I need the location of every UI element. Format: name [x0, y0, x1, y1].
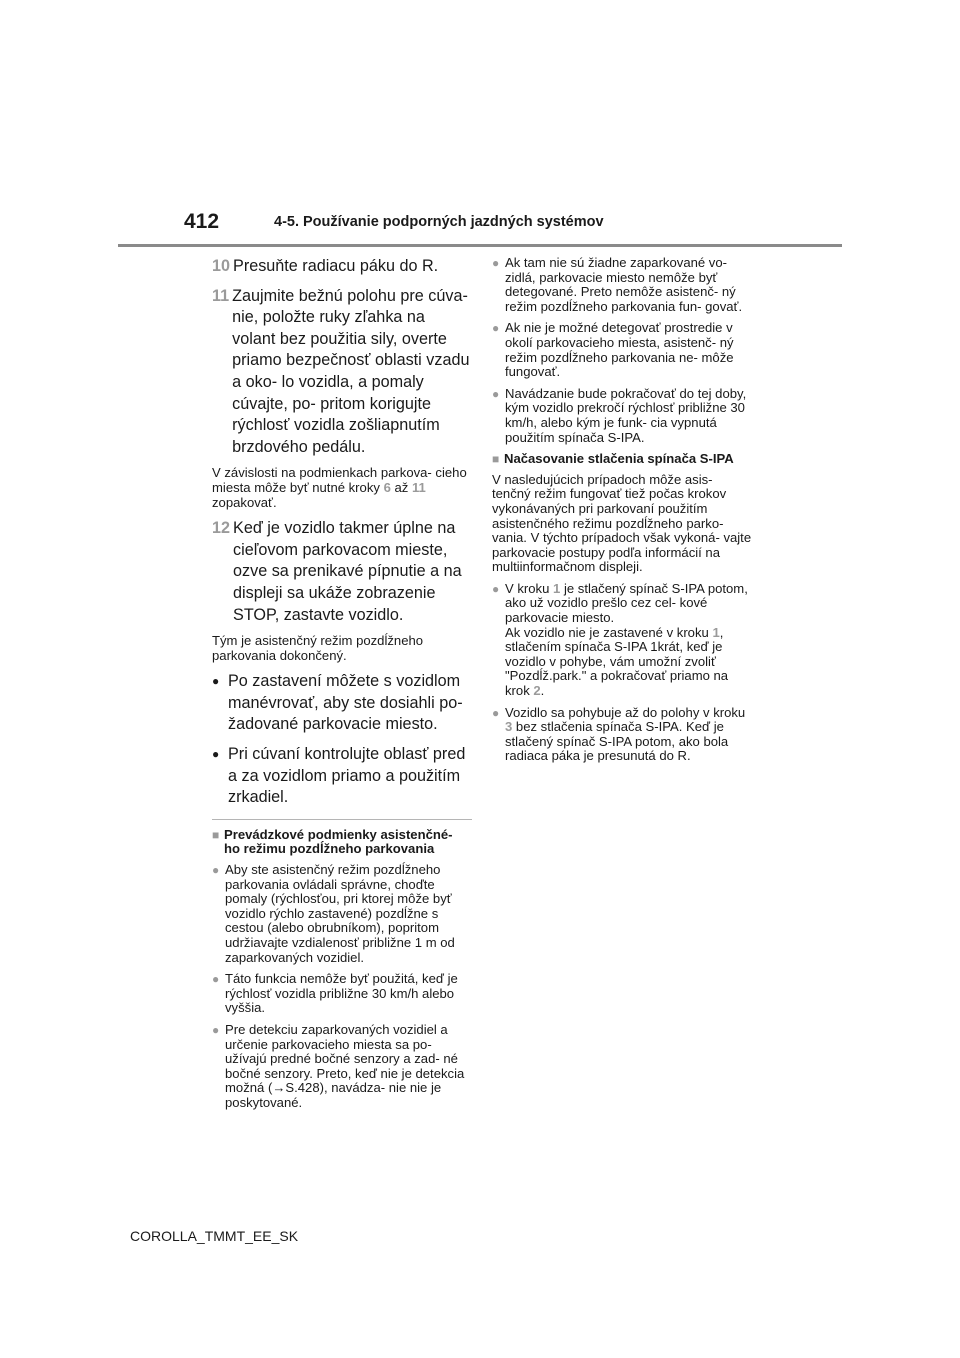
bullet-item: ● Po zastavení môžete s vozidlom manévrovať, aby ste dosiahli po- žadované parkovacie miesto.	[212, 671, 472, 736]
step-text: Keď je vozidlo takmer úplne na cieľovom parkovacom mieste, ozve sa prenikavé pípnutie a na displeji sa ukáže zobrazenie STOP, zastavte vozidlo.	[233, 519, 462, 624]
step-number: 12	[212, 519, 231, 538]
page-header	[118, 210, 842, 246]
list-item: ● Vozidlo sa pohybuje až do polohy v kroku 3 bez stlačenia spínača S-IPA. Keď je stlačený spínač S-IPA potom, ako bola radiaca páka je presunutá do R.	[492, 704, 746, 764]
step-ref: 11	[411, 479, 426, 495]
bullet-dot-icon: ●	[212, 747, 220, 762]
step-10	[212, 256, 472, 278]
bullet-item: ● Pri cúvaní kontrolujte oblasť pred a za vozidlom priamo a použitím zrkadiel.	[212, 744, 472, 809]
document-footer: COROLLA_TMMT_EE_SK	[130, 1228, 299, 1244]
step-12	[212, 518, 472, 626]
step-ref: 2	[533, 683, 541, 699]
left-column	[212, 256, 472, 1118]
circle-bullet-icon: ●	[492, 705, 500, 720]
step-text: Presuňte radiacu páku do R.	[233, 257, 439, 275]
list-item: ● Aby ste asistenčný režim pozdĺžneho parkovania ovládali správne, choďte pomaly (rýchlosťou, pri ktorej môže byť vozidlo rýchlo zastavené) pozdĺžne s cestou (alebo obrubníkom), popritom udržiavajte vzdialenosť približne 1 m od zaparkovaných vozidiel.	[212, 862, 455, 965]
circle-bullet-icon: ●	[492, 581, 500, 596]
header-divider	[118, 244, 842, 247]
step-text: Zaujmite bežnú polohu pre cúva- nie, položte ruky zľahka na volant bez použitia sily, overte priamo bezpečnosť oblasti vzadu a oko- lo vozidla, a pomaly cúvajte, po- pritom korigujte rýchlosť vozidla zošliapnutím brzdového pedálu.	[232, 286, 470, 456]
list-item: ● Ak tam nie sú žiadne zaparkované vo- zidlá, parkovacie miesto nemôže byť detegované. Preto nemôže asistenč- ný režim pozdĺžneho parkovania fun- govať.	[492, 255, 743, 314]
step-ref: 3	[505, 719, 513, 735]
step-number: 11	[212, 286, 230, 305]
list-item: ● Pre detekciu zaparkovaných vozidiel a určenie parkovacieho miesta sa po- užívajú predné bočné senzory a zad- né bočné senzory. Preto, keď nie je detekcia možná (→S.428), navádza- nie nie je poskytované.	[212, 1021, 465, 1110]
square-bullet-icon: ■	[492, 452, 500, 467]
step-ref: 1	[553, 580, 561, 596]
step-ref: 1	[712, 624, 720, 640]
sub-heading: ■ Načasovanie stlačenia spínača S-IPA	[492, 451, 734, 467]
step-number: 10	[212, 257, 231, 275]
circle-bullet-icon: ●	[212, 972, 220, 987]
list-item: ● V kroku 1 je stlačený spínač S-IPA potom, ako už vozidlo prešlo cez cel- kové parkovacie miesto. Ak vozidlo nie je zastavené v kroku 1, stlačením spínača S-IPA 1krát, keď je vozidlo v pohybe, vám umožní zvoliť "Pozdĺž.park." a pokračovať priamo na krok 2.	[492, 580, 748, 699]
list-item: ● Navádzanie bude pokračovať do tej doby, kým vozidlo prekročí rýchlosť približne 30 km/h, alebo kým je funk- cia vypnutá použitím spínača S-IPA.	[492, 385, 747, 445]
step-ref: 6	[383, 479, 391, 495]
note-repeat-steps: V závislosti na podmienkach parkova- cieho miesta môže byť nutné kroky 6 až 11 zopakovať.	[212, 465, 467, 510]
section-title: 4-5. Používanie podporných jazdných systémov	[274, 214, 604, 230]
section-divider	[212, 819, 472, 820]
circle-bullet-icon: ●	[212, 863, 220, 878]
bullet-dot-icon: ●	[212, 674, 220, 689]
right-column	[492, 256, 754, 771]
circle-bullet-icon: ●	[492, 386, 500, 401]
list-item: ● Táto funkcia nemôže byť použitá, keď je rýchlosť vozidla približne 30 km/h alebo vyššia.	[212, 971, 458, 1016]
paragraph: V nasledujúcich prípadoch môže asis- tenčný režim fungovať tiež počas krokov vykonávaných pri parkovaní použitím asistenčného režimu pozdĺžneho parko- vania. V týchto prípadoch však vykoná- vajte parkovacie postupy podľa informácií na multiinformačnom displeji.	[492, 471, 752, 575]
circle-bullet-icon: ●	[492, 321, 500, 336]
page-number: 412	[184, 210, 220, 233]
circle-bullet-icon: ●	[212, 1022, 220, 1037]
sub-heading: ■ Prevádzkové podmienky asistenčné- ho režimu pozdĺžneho parkovania	[212, 826, 453, 857]
list-item: ● Ak nie je možné detegovať prostredie v okolí parkovacieho miesta, asistenč- ný režim pozdĺžneho parkovania ne- môže fungovať.	[492, 320, 734, 380]
square-bullet-icon: ■	[212, 827, 220, 842]
circle-bullet-icon: ●	[492, 256, 500, 270]
note-complete: Tým je asistenčný režim pozdĺžneho parkovania dokončený.	[212, 633, 424, 663]
step-11	[212, 286, 472, 459]
